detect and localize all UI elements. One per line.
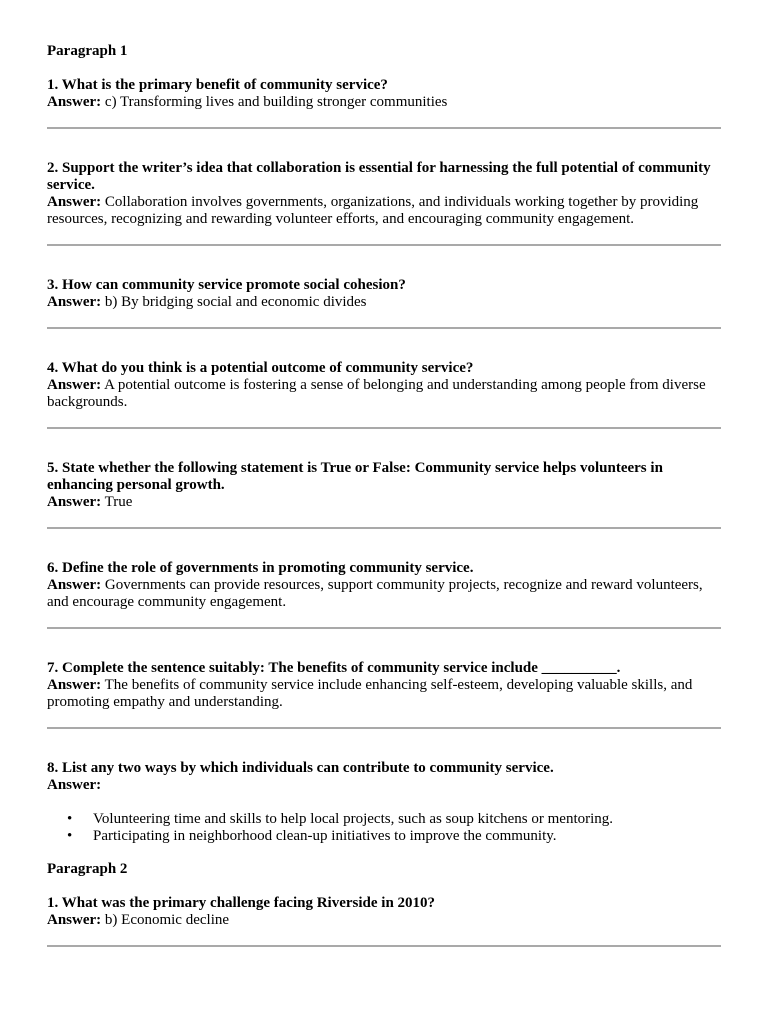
answer-label: Answer: bbox=[47, 494, 102, 510]
answer-body: True bbox=[104, 494, 133, 510]
list-item-text: Volunteering time and skills to help local projects, such as soup kitchens or mentoring. bbox=[93, 811, 614, 827]
qa-item bbox=[47, 360, 721, 411]
answer-body: c) Transforming lives and building stronger communities bbox=[104, 94, 448, 110]
answer-body: Governments can provide resources, support community projects, recognize and reward volunteers, and encourage community engagement. bbox=[47, 577, 703, 610]
list-item bbox=[47, 811, 721, 828]
question-text: 8. List any two ways by which individuals can contribute to community service. bbox=[47, 760, 554, 776]
answer-text bbox=[47, 194, 721, 228]
question-text: 6. Define the role of governments in promoting community service. bbox=[47, 560, 474, 576]
qa-item bbox=[47, 160, 721, 228]
qa-item bbox=[47, 77, 721, 111]
question-text: 4. What do you think is a potential outcome of community service? bbox=[47, 360, 474, 376]
qa-item bbox=[47, 660, 721, 711]
answer-text bbox=[47, 912, 721, 929]
answer-text bbox=[47, 94, 721, 111]
answer-body: The benefits of community service include enhancing self-esteem, developing valuable skills, and promoting empathy and understanding. bbox=[47, 677, 693, 710]
bullet-icon: • bbox=[67, 828, 73, 844]
qa-item bbox=[47, 560, 721, 611]
question-text: 1. What was the primary challenge facing Riverside in 2010? bbox=[47, 895, 436, 911]
answer-body: b) Economic decline bbox=[104, 912, 230, 928]
divider bbox=[47, 327, 721, 329]
divider bbox=[47, 727, 721, 729]
qa-item bbox=[47, 277, 721, 311]
answer-text bbox=[47, 494, 721, 511]
divider bbox=[47, 627, 721, 629]
answer-label: Answer: bbox=[47, 194, 102, 210]
answer-text bbox=[47, 294, 721, 311]
qa-item bbox=[47, 760, 721, 845]
answer-text bbox=[47, 777, 721, 794]
question-text: 1. What is the primary benefit of community service? bbox=[47, 77, 388, 93]
question-text: 5. State whether the following statement is True or False: Community service helps volunteers in enhancing personal growth. bbox=[47, 460, 663, 493]
answer-text bbox=[47, 577, 721, 611]
answer-label: Answer: bbox=[47, 377, 102, 393]
answer-label: Answer: bbox=[47, 94, 102, 110]
answer-label: Answer: bbox=[47, 577, 102, 593]
answer-text bbox=[47, 377, 721, 411]
divider bbox=[47, 945, 721, 947]
answer-label: Answer: bbox=[47, 294, 102, 310]
section-heading-paragraph-1: Paragraph 1 bbox=[47, 43, 128, 59]
divider bbox=[47, 427, 721, 429]
document-page bbox=[47, 43, 721, 947]
bullet-icon: • bbox=[67, 811, 73, 827]
question-text: 2. Support the writer’s idea that collaboration is essential for harnessing the full potential of community service. bbox=[47, 160, 711, 193]
divider bbox=[47, 244, 721, 246]
answer-text bbox=[47, 677, 721, 711]
list-item-text: Participating in neighborhood clean-up initiatives to improve the community. bbox=[93, 828, 557, 844]
divider bbox=[47, 527, 721, 529]
answer-label: Answer: bbox=[47, 912, 102, 928]
qa-item bbox=[47, 460, 721, 511]
list-item bbox=[47, 828, 721, 845]
answer-body: A potential outcome is fostering a sense of belonging and understanding among people from diverse backgrounds. bbox=[47, 377, 706, 410]
answer-body: Collaboration involves governments, organizations, and individuals working together by providing resources, recognizing and rewarding volunteer efforts, and encouraging community engagement. bbox=[47, 194, 699, 227]
bullet-list bbox=[47, 811, 721, 845]
question-text: 3. How can community service promote social cohesion? bbox=[47, 277, 406, 293]
question-text: 7. Complete the sentence suitably: The benefits of community service include __________. bbox=[47, 660, 621, 676]
section-heading-paragraph-2: Paragraph 2 bbox=[47, 861, 128, 877]
answer-label: Answer: bbox=[47, 777, 102, 793]
qa-item bbox=[47, 895, 721, 929]
answer-label: Answer: bbox=[47, 677, 102, 693]
answer-body: b) By bridging social and economic divides bbox=[104, 294, 367, 310]
divider bbox=[47, 127, 721, 129]
